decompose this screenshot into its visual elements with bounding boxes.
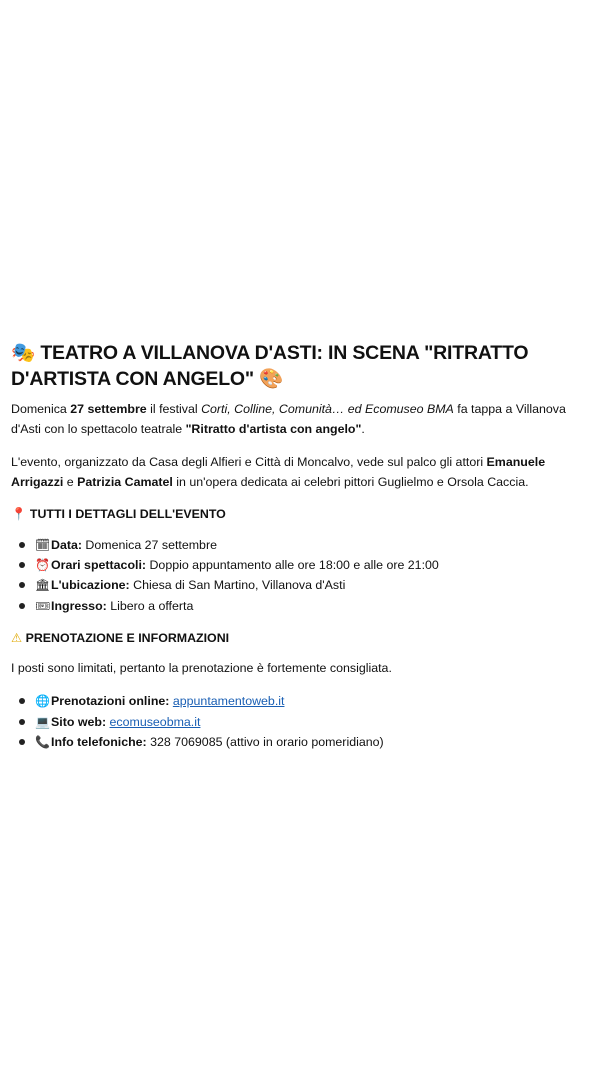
art-palette-icon: 🎨 — [259, 367, 284, 390]
bullet — [19, 542, 25, 548]
intro-festival: Corti, Colline, Comunità… ed Ecomuseo BMA — [201, 402, 454, 416]
booking-list — [11, 691, 571, 752]
ticket-icon: 🎟 — [35, 598, 51, 613]
telephone-icon: 📞 — [35, 734, 50, 749]
booking-heading — [11, 629, 571, 647]
date-label: Data: — [51, 538, 82, 552]
alarm-clock-icon: ⏰ — [35, 558, 50, 573]
classical-building-icon: 🏛 — [35, 578, 51, 593]
online-booking-link[interactable]: appuntamentoweb.it — [172, 694, 285, 709]
entry-label: Ingresso: — [51, 598, 107, 613]
intro-text-3: fa tappa a Villanova d'Asti con lo spettacolo teatrale — [11, 402, 566, 436]
list-item-entry — [11, 596, 571, 616]
intro-text-1: Domenica — [11, 402, 71, 416]
location-value: Chiesa di San Martino, Villanova d'Asti — [129, 578, 346, 593]
intro-date: 27 settembre — [70, 402, 147, 416]
article-title-text: TEATRO A VILLANOVA D'ASTI: IN SCENA "RITRATTO D'ARTISTA CON ANGELO" — [11, 342, 529, 390]
phone-label: Info telefoniche: — [51, 734, 147, 749]
details-list — [11, 535, 571, 616]
bullet — [19, 582, 25, 588]
bullet — [19, 603, 25, 609]
actor-2: Patrizia Camatel — [77, 474, 173, 489]
location-label: L'ubicazione: — [51, 578, 130, 593]
entry-value: Libero a offerta — [106, 598, 194, 613]
website-label: Sito web: — [51, 714, 107, 729]
date-value: Domenica 27 settembre — [81, 538, 217, 552]
list-item-times — [11, 555, 571, 575]
online-booking-label: Prenotazioni online: — [51, 694, 170, 709]
actor-1: Emanuele Arrigazzi — [11, 455, 546, 489]
list-item-date — [11, 535, 571, 555]
bullet — [19, 719, 25, 725]
organizers-text-3: in un'opera dedicata ai celebri pittori Guglielmo e Orsola Caccia. — [172, 474, 529, 489]
list-item-website — [11, 712, 571, 732]
warning-icon: ⚠ — [11, 629, 23, 645]
intro-paragraph — [11, 400, 571, 439]
pin-icon: 📍 — [11, 506, 27, 521]
globe-icon: 🌐 — [35, 694, 50, 709]
times-value: Doppio appuntamento alle ore 18:00 e alle ore 21:00 — [146, 558, 439, 573]
phone-value: 328 7069085 (attivo in orario pomeridiano) — [146, 734, 384, 749]
bullet — [19, 698, 25, 704]
details-heading — [11, 505, 571, 523]
details-heading-text: TUTTI I DETTAGLI DELL'EVENTO — [29, 507, 226, 521]
bullet — [19, 562, 25, 568]
booking-note: I posti sono limitati, pertanto la prenotazione è fortemente consigliata. — [11, 660, 392, 675]
organizers-text-1: L'evento, organizzato da Casa degli Alfieri e Città di Moncalvo, vede sul palco gli attori — [11, 455, 487, 469]
article-title — [11, 340, 571, 392]
list-item-phone — [11, 732, 571, 752]
laptop-icon: 💻 — [35, 714, 50, 729]
organizers-paragraph — [11, 453, 571, 492]
article — [11, 340, 571, 765]
list-item-online-booking — [11, 691, 571, 711]
list-item-location — [11, 575, 571, 595]
calendar-icon: 🗓 — [35, 538, 51, 552]
organizers-text-2: e — [63, 474, 78, 489]
booking-heading-text: PRENOTAZIONE E INFORMAZIONI — [25, 630, 230, 645]
intro-text-4: . — [361, 421, 365, 436]
website-link[interactable]: ecomuseobma.it — [109, 714, 201, 729]
intro-text-2: il festival — [146, 402, 202, 416]
theater-masks-icon: 🎭 — [11, 341, 36, 364]
bullet — [19, 739, 25, 745]
intro-show-title: "Ritratto d'artista con angelo" — [185, 421, 362, 436]
times-label: Orari spettacoli: — [51, 558, 147, 573]
